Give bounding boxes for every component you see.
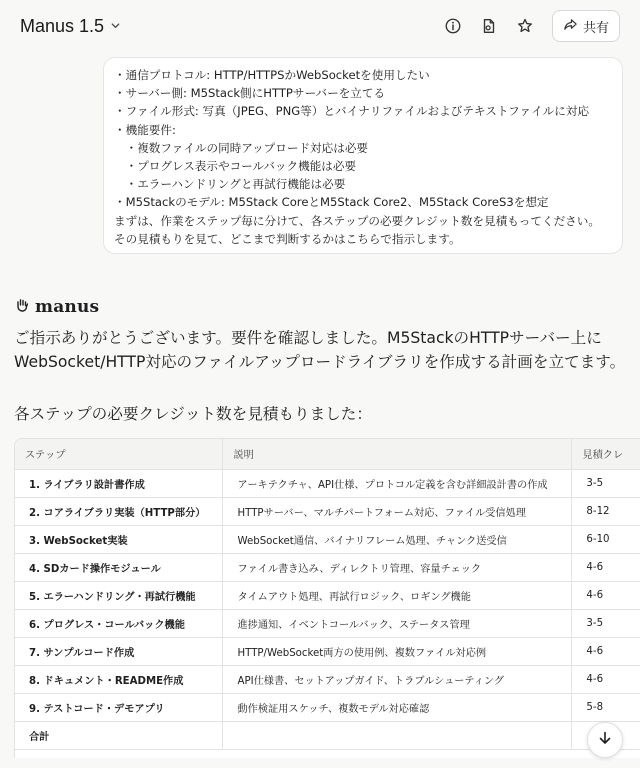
credits-cell: 4-6 xyxy=(572,581,640,609)
description-cell: 進捗通知、イベントコールバック、ステータス管理 xyxy=(223,609,572,637)
table-row xyxy=(15,581,640,609)
description-cell: ファイル書き込み、ディレクトリ管理、容量チェック xyxy=(223,553,572,581)
step-cell: 1. ライブラリ設計書作成 xyxy=(15,469,223,497)
user-message-line: ・サーバー側: M5Stack側にHTTPサーバーを立てる xyxy=(114,86,386,101)
step-cell: 3. WebSocket実装 xyxy=(15,525,223,553)
document-icon[interactable] xyxy=(478,15,500,37)
user-message-line: ・通信プロトコル: HTTP/HTTPSかWebSocketを使用したい xyxy=(114,68,430,82)
table-row xyxy=(15,469,640,497)
chevron-down-icon xyxy=(110,20,121,34)
user-message-bubble xyxy=(103,57,623,254)
total-description-cell xyxy=(223,721,572,749)
description-cell: アーキテクチャ、API仕様、プロトコル定義を含む詳細設計書の作成 xyxy=(223,469,572,497)
user-message-line: ・機能要件: xyxy=(114,122,176,137)
description-cell: HTTPサーバー、マルチパートフォーム対応、ファイル受信処理 xyxy=(223,497,572,525)
assistant-name: manus xyxy=(35,297,100,317)
table-row xyxy=(15,637,640,665)
model-selector[interactable] xyxy=(20,16,121,37)
description-cell: 動作検証用スケッチ、複数モデル対応確認 xyxy=(223,693,572,721)
header-description: 説明 xyxy=(223,439,572,469)
star-icon[interactable] xyxy=(514,15,536,37)
table-row xyxy=(15,553,640,581)
description-cell: WebSocket通信、バイナリフレーム処理、チャンク送受信 xyxy=(223,525,572,553)
user-message-line: その見積もりを見て、どこまで判断するかはこちらで指示します。 xyxy=(114,231,461,246)
manus-hand-icon xyxy=(14,297,30,317)
credits-cell: 3-5 xyxy=(572,469,640,497)
credits-cell: 4-6 xyxy=(572,665,640,693)
user-message-line: ・プログレス表示やコールバック機能は必要 xyxy=(114,159,357,174)
step-cell: 7. サンプルコード作成 xyxy=(15,637,223,665)
credits-cell: 5-8 xyxy=(572,693,640,721)
total-label-cell: 合計 xyxy=(15,721,223,749)
info-icon[interactable] xyxy=(442,15,464,37)
table-row xyxy=(15,665,640,693)
estimate-table-container[interactable] xyxy=(14,438,640,758)
user-message-line: ・M5Stackのモデル: M5Stack CoreとM5Stack Core2、M5Stack CoreS3を想定 xyxy=(114,195,549,210)
user-message-line: ・ファイル形式: 写真（JPEG、PNG等）とバイナリファイルおよびテキストファイルに対応 xyxy=(114,104,590,119)
description-cell: HTTP/WebSocket両方の使用例、複数ファイル対応例 xyxy=(223,637,572,665)
step-cell: 4. SDカード操作モジュール xyxy=(15,553,223,581)
manus-logo xyxy=(14,297,99,317)
estimate-table xyxy=(15,439,640,750)
table-row xyxy=(15,609,640,637)
table-row-total xyxy=(15,721,640,749)
assistant-reply: ご指示ありがとうございます。要件を確認しました。M5StackのHTTPサーバー上にWebSocket/HTTP対応のファイルアップロードライブラリを作成する計画を立てます。 xyxy=(14,329,626,371)
share-label: 共有 xyxy=(582,20,609,36)
top-bar xyxy=(0,0,640,52)
header-step: ステップ xyxy=(15,439,223,469)
step-cell: 5. エラーハンドリング・再試行機能 xyxy=(15,581,223,609)
share-icon xyxy=(563,17,578,36)
credits-cell: 8-12 xyxy=(572,497,640,525)
description-cell: タイムアウト処理、再試行ロジック、ロギング機能 xyxy=(223,581,572,609)
credits-cell: 4-6 xyxy=(572,637,640,665)
app-title: Manus 1.5 xyxy=(20,15,105,36)
table-row xyxy=(15,525,640,553)
credits-cell: 3-5 xyxy=(572,609,640,637)
user-message-line: まずは、作業をステップ毎に分けて、各ステップの必要クレジット数を見積もってください。 xyxy=(114,213,600,228)
credits-cell: 6-10 xyxy=(572,525,640,553)
table-header-row xyxy=(15,439,640,469)
step-cell: 6. プログレス・コールバック機能 xyxy=(15,609,223,637)
scroll-to-bottom-button[interactable] xyxy=(587,722,623,758)
step-cell: 8. ドキュメント・README作成 xyxy=(15,665,223,693)
step-cell: 9. テストコード・デモアプリ xyxy=(15,693,223,721)
credits-cell: 4-6 xyxy=(572,553,640,581)
arrow-down-icon xyxy=(597,730,613,750)
description-cell: API仕様書、セットアップガイド、トラブルシューティング xyxy=(223,665,572,693)
header-credits: 見積クレ xyxy=(572,439,640,469)
share-button[interactable] xyxy=(552,10,620,42)
table-row xyxy=(15,497,640,525)
user-message-line: ・複数ファイルの同時アップロード対応は必要 xyxy=(114,140,369,155)
table-row xyxy=(15,693,640,721)
user-message-line: ・エラーハンドリングと再試行機能は必要 xyxy=(114,177,346,192)
assistant-reply-estimate: 各ステップの必要クレジット数を見積もりました： xyxy=(14,405,372,423)
step-cell: 2. コアライブラリ実装（HTTP部分） xyxy=(15,497,223,525)
